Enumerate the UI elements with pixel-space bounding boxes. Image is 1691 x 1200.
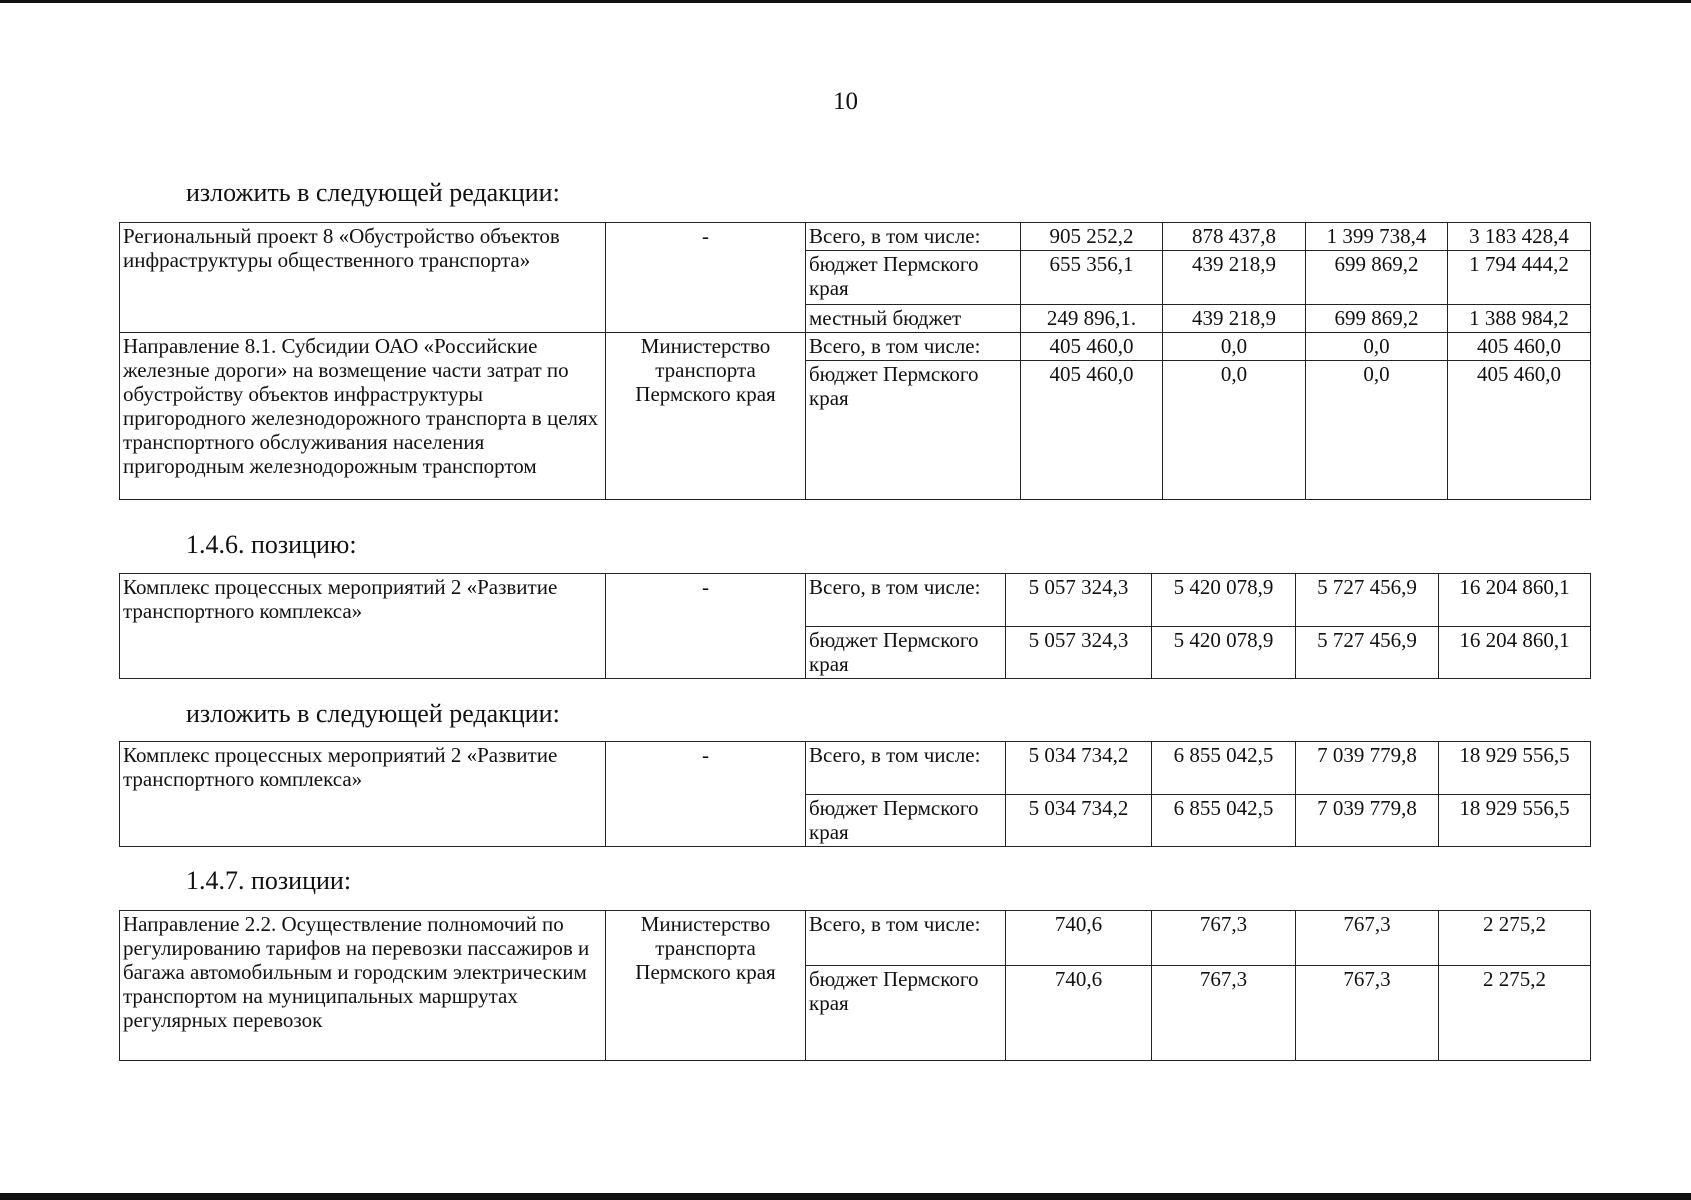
- budget-table: [119, 741, 1591, 847]
- funding-source: бюджет Пермского края: [806, 795, 1006, 847]
- activity-name: Направление 8.1. Субсидии ОАО «Российские железные дороги» на возмещение части затрат по обустройству объектов инфраструктуры пригородного железнодорожного транспорта в целях транспортного обслуживания населения пригородным железнодорожным транспортом: [120, 333, 606, 500]
- activity-name: Региональный проект 8 «Обустройство объектов инфраструктуры общественного транспорта»: [120, 223, 606, 333]
- amount-cell: 0,0: [1306, 333, 1448, 361]
- amount-cell: 1 388 984,2: [1448, 305, 1591, 333]
- amount-cell: 699 869,2: [1306, 305, 1448, 333]
- amount-cell: 405 460,0: [1021, 361, 1163, 500]
- amount-cell: 2 275,2: [1439, 911, 1591, 966]
- funding-source: бюджет Пермского края: [806, 361, 1021, 500]
- activity-name: Комплекс процессных мероприятий 2 «Развитие транспортного комплекса»: [120, 574, 606, 679]
- amount-cell: 18 929 556,5: [1439, 742, 1591, 795]
- responsible-executor: -: [606, 742, 806, 847]
- amount-cell: 0,0: [1163, 333, 1306, 361]
- responsible-executor: Министерство транспорта Пермского края: [606, 333, 806, 500]
- amount-cell: 5 727 456,9: [1296, 574, 1439, 627]
- table-row: [120, 742, 1591, 795]
- scan-bottom-edge: [0, 1193, 1691, 1200]
- page-number: 10: [833, 88, 858, 115]
- responsible-executor: -: [606, 223, 806, 333]
- amount-cell: 0,0: [1306, 361, 1448, 500]
- amount-cell: 5 057 324,3: [1006, 627, 1152, 679]
- activity-name: Комплекс процессных мероприятий 2 «Развитие транспортного комплекса»: [120, 742, 606, 847]
- funding-source: Всего, в том числе:: [806, 574, 1006, 627]
- amount-cell: 1 794 444,2: [1448, 251, 1591, 305]
- table-row: [120, 574, 1591, 627]
- section-heading: 1.4.7. позиции:: [186, 866, 352, 895]
- budget-table: [119, 573, 1591, 679]
- amount-cell: 740,6: [1006, 966, 1152, 1061]
- amount-cell: 5 034 734,2: [1006, 742, 1152, 795]
- section-heading: изложить в следующей редакции:: [186, 178, 560, 207]
- responsible-executor: Министерство транспорта Пермского края: [606, 911, 806, 1061]
- amount-cell: 405 460,0: [1448, 333, 1591, 361]
- funding-source: бюджет Пермского края: [806, 627, 1006, 679]
- amount-cell: 5 420 078,9: [1152, 574, 1296, 627]
- table-row: [120, 223, 1591, 251]
- amount-cell: 767,3: [1152, 966, 1296, 1061]
- amount-cell: 6 855 042,5: [1152, 795, 1296, 847]
- amount-cell: 18 929 556,5: [1439, 795, 1591, 847]
- amount-cell: 7 039 779,8: [1296, 795, 1439, 847]
- amount-cell: 7 039 779,8: [1296, 742, 1439, 795]
- amount-cell: 740,6: [1006, 911, 1152, 966]
- funding-source: Всего, в том числе:: [806, 911, 1006, 966]
- budget-table: [119, 222, 1591, 500]
- funding-source: бюджет Пермского края: [806, 966, 1006, 1061]
- table-row: [120, 333, 1591, 361]
- funding-source: бюджет Пермского края: [806, 251, 1021, 305]
- table-row: [120, 911, 1591, 966]
- activity-name: Направление 2.2. Осуществление полномочий по регулированию тарифов на перевозки пассажиров и багажа автомобильным и городским электрическим транспортом на муниципальных маршрутах регулярных перевозок: [120, 911, 606, 1061]
- amount-cell: 0,0: [1163, 361, 1306, 500]
- amount-cell: 5 727 456,9: [1296, 627, 1439, 679]
- funding-source: Всего, в том числе:: [806, 223, 1021, 251]
- amount-cell: 2 275,2: [1439, 966, 1591, 1061]
- funding-source: Всего, в том числе:: [806, 742, 1006, 795]
- amount-cell: 878 437,8: [1163, 223, 1306, 251]
- amount-cell: 767,3: [1152, 911, 1296, 966]
- funding-source: Всего, в том числе:: [806, 333, 1021, 361]
- budget-table: [119, 910, 1591, 1061]
- amount-cell: 249 896,1.: [1021, 305, 1163, 333]
- amount-cell: 5 034 734,2: [1006, 795, 1152, 847]
- amount-cell: 767,3: [1296, 966, 1439, 1061]
- amount-cell: 1 399 738,4: [1306, 223, 1448, 251]
- responsible-executor: -: [606, 574, 806, 679]
- amount-cell: 405 460,0: [1448, 361, 1591, 500]
- amount-cell: 405 460,0: [1021, 333, 1163, 361]
- amount-cell: 767,3: [1296, 911, 1439, 966]
- amount-cell: 3 183 428,4: [1448, 223, 1591, 251]
- amount-cell: 16 204 860,1: [1439, 627, 1591, 679]
- amount-cell: 439 218,9: [1163, 251, 1306, 305]
- amount-cell: 905 252,2: [1021, 223, 1163, 251]
- scan-top-edge: [0, 0, 1691, 3]
- amount-cell: 439 218,9: [1163, 305, 1306, 333]
- amount-cell: 699 869,2: [1306, 251, 1448, 305]
- section-heading: изложить в следующей редакции:: [186, 699, 560, 728]
- amount-cell: 6 855 042,5: [1152, 742, 1296, 795]
- amount-cell: 5 420 078,9: [1152, 627, 1296, 679]
- amount-cell: 655 356,1: [1021, 251, 1163, 305]
- amount-cell: 5 057 324,3: [1006, 574, 1152, 627]
- amount-cell: 16 204 860,1: [1439, 574, 1591, 627]
- section-heading: 1.4.6. позицию:: [186, 530, 357, 559]
- funding-source: местный бюджет: [806, 305, 1021, 333]
